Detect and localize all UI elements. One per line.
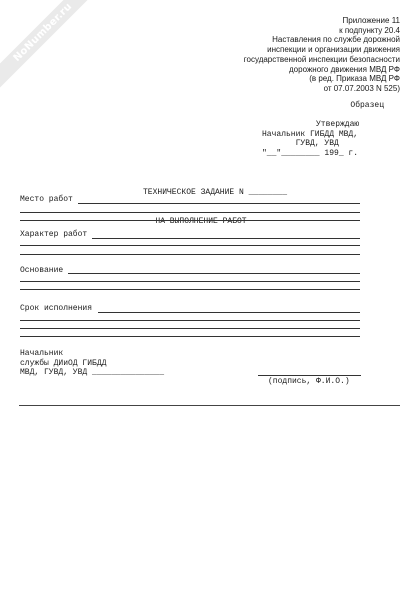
head-line: МВД, ГУВД, УВД _______________ xyxy=(20,368,165,378)
sample-label: Образец xyxy=(350,101,384,110)
character-line-1 xyxy=(92,238,360,239)
appendix-line: дорожного движения МВД РФ xyxy=(289,64,400,74)
watermark-ribbon xyxy=(0,0,109,99)
head-line: службы ДИиОД ГИБДД xyxy=(20,358,107,368)
appendix-line: государственной инспекции безопасности xyxy=(243,54,400,64)
approval-line: Начальник ГИБДД МВД, xyxy=(262,129,359,139)
character-line-2 xyxy=(20,245,360,246)
deadline-line-4 xyxy=(20,336,360,337)
title-line-1: ТЕХНИЧЕСКОЕ ЗАДАНИЕ N ________ xyxy=(142,188,288,198)
place-label: Место работ xyxy=(20,195,73,204)
character-label: Характер работ xyxy=(20,230,88,239)
appendix-line: (в ред. Приказа МВД РФ xyxy=(309,74,400,84)
appendix-header xyxy=(244,16,400,94)
watermark-text: NoNumber.ru xyxy=(11,1,75,64)
approval-line: ГУВД, УВД xyxy=(262,139,339,149)
appendix-line: инспекции и организации движения xyxy=(267,45,400,55)
deadline-line-1 xyxy=(98,312,360,313)
appendix-line: к подпункту 20.4 xyxy=(339,25,400,35)
signature-caption: (подпись, Ф.И.О.) xyxy=(268,377,350,386)
signature-line xyxy=(258,375,361,376)
approval-line: Утверждаю xyxy=(316,120,360,129)
place-line-1 xyxy=(78,203,360,204)
place-line-3 xyxy=(20,220,360,221)
deadline-label: Срок исполнения xyxy=(20,304,93,313)
appendix-line: от 07.07.2003 N 525) xyxy=(323,83,400,93)
basis-line-2 xyxy=(20,281,360,282)
approval-line: "__"________ 199_ г. xyxy=(262,148,359,158)
deadline-line-2 xyxy=(20,320,360,321)
head-line: Начальник xyxy=(20,349,64,358)
character-line-3 xyxy=(20,254,360,255)
deadline-line-3 xyxy=(20,328,360,329)
appendix-line: Приложение 11 xyxy=(342,16,400,25)
basis-label: Основание xyxy=(20,266,64,275)
title-line-2: НА ВЫПОЛНЕНИЕ РАБОТ xyxy=(155,216,247,226)
bottom-divider xyxy=(19,405,400,406)
head-signature-block xyxy=(20,349,164,378)
place-line-2 xyxy=(20,212,360,213)
basis-line-3 xyxy=(20,289,360,290)
basis-line-1 xyxy=(68,273,360,274)
appendix-line: Наставления по службе дорожной xyxy=(272,35,400,45)
approval-block xyxy=(262,120,359,158)
